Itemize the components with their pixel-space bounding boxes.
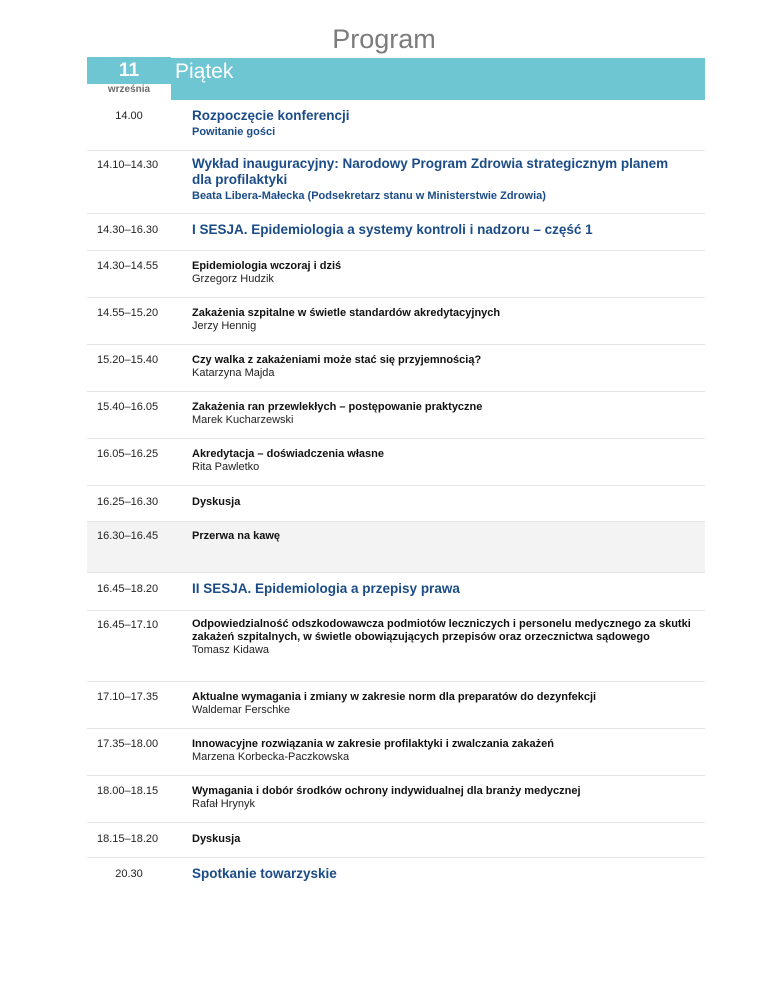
speaker: Tomasz Kidawa	[192, 644, 270, 656]
schedule-row	[87, 392, 705, 439]
day-date	[87, 58, 171, 100]
row-time: 17.10–17.35	[97, 691, 159, 703]
schedule-row-break	[87, 522, 705, 573]
schedule-row	[87, 729, 705, 776]
row-content	[192, 573, 705, 610]
row-time: 16.45–18.20	[97, 583, 159, 595]
talk-title: Akredytacja – doświadczenia własne	[192, 448, 384, 460]
row-heading: Spotkanie towarzyskie	[192, 866, 337, 881]
talk-title: Czy walka z zakażeniami może stać się przyjemnością?	[192, 354, 482, 366]
schedule-row	[87, 345, 705, 392]
row-heading: Wykład inauguracyjny: Narodowy Program Zdrowia strategicznym planem dla profilaktyki	[192, 156, 669, 187]
row-time: 18.15–18.20	[97, 833, 159, 845]
schedule-row	[87, 439, 705, 486]
day-month: września	[107, 84, 151, 95]
row-content	[192, 682, 705, 728]
schedule-row	[87, 100, 705, 151]
talk-title: Odpowiedzialność odszkodowawcza podmiotów leczniczych i personelu medycznego za skutki zakażeń szpitalnych, w świetle obowiązujących przepisów oraz orzecznictwa sądowego	[192, 618, 691, 643]
talk-title: Zakażenia szpitalne w świetle standardów akredytacyjnych	[192, 307, 501, 319]
schedule-row	[87, 611, 705, 682]
speaker: Rafał Hrynyk	[192, 798, 255, 810]
schedule	[87, 100, 705, 894]
schedule-row	[87, 151, 705, 214]
row-time: 14.10–14.30	[97, 159, 159, 171]
talk-title: Dyskusja	[192, 496, 241, 508]
row-content	[192, 729, 705, 775]
row-content	[192, 522, 705, 572]
row-content	[192, 392, 705, 438]
schedule-row	[87, 486, 705, 522]
row-time: 14.00	[115, 110, 143, 122]
talk-title: Zakażenia ran przewlekłych – postępowanie praktyczne	[192, 401, 483, 413]
row-time: 15.20–15.40	[97, 354, 159, 366]
schedule-row	[87, 823, 705, 858]
row-time: 16.25–16.30	[97, 496, 159, 508]
row-heading: II SESJA. Epidemiologia a przepisy prawa	[192, 581, 460, 596]
talk-title: Przerwa na kawę	[192, 530, 281, 542]
row-time: 14.30–16.30	[97, 224, 159, 236]
row-content	[192, 486, 705, 521]
row-time: 18.00–18.15	[97, 785, 159, 797]
schedule-row	[87, 214, 705, 251]
speaker: Rita Pawletko	[192, 461, 260, 473]
row-content	[192, 151, 705, 213]
talk-title: Wymagania i dobór środków ochrony indywidualnej dla branży medycznej	[192, 785, 581, 797]
speaker: Katarzyna Majda	[192, 367, 275, 379]
row-content	[171, 858, 705, 894]
row-heading: Rozpoczęcie konferencji	[192, 108, 350, 123]
talk-title: Innowacyjne rozwiązania w zakresie profilaktyki i zwalczania zakażeń	[192, 738, 554, 750]
row-content	[192, 345, 705, 391]
row-content	[171, 100, 705, 150]
schedule-row	[87, 251, 705, 298]
talk-title: Epidemiologia wczoraj i dziś	[192, 260, 342, 272]
row-content	[192, 251, 705, 297]
schedule-row	[87, 858, 705, 894]
speaker: Marzena Korbecka-Paczkowska	[192, 751, 350, 763]
row-time: 14.55–15.20	[97, 307, 159, 319]
schedule-row	[87, 776, 705, 823]
page-title: Program	[332, 24, 436, 54]
day-header	[87, 58, 705, 100]
speaker: Waldemar Ferschke	[192, 704, 291, 716]
row-time: 17.35–18.00	[97, 738, 159, 750]
row-content	[192, 214, 705, 250]
row-content	[192, 776, 705, 822]
row-content	[192, 611, 705, 681]
row-heading: I SESJA. Epidemiologia a systemy kontroli i nadzoru – część 1	[192, 222, 593, 237]
speaker: Grzegorz Hudzik	[192, 273, 274, 285]
speaker: Marek Kucharzewski	[192, 414, 294, 426]
day-number: 11	[87, 57, 171, 84]
row-time: 14.30–14.55	[97, 260, 159, 272]
schedule-row	[87, 573, 705, 611]
row-time: 16.30–16.45	[97, 530, 159, 542]
row-time: 16.45–17.10	[97, 619, 159, 631]
schedule-row	[87, 682, 705, 729]
row-content	[192, 298, 705, 344]
row-content	[192, 823, 705, 857]
row-content	[192, 439, 705, 485]
row-time: 20.30	[115, 868, 143, 880]
schedule-row	[87, 298, 705, 345]
row-time: 15.40–16.05	[97, 401, 159, 413]
talk-title: Aktualne wymagania i zmiany w zakresie norm dla preparatów do dezynfekcji	[192, 691, 597, 703]
row-time: 16.05–16.25	[97, 448, 159, 460]
row-subheading: Powitanie gości	[192, 126, 276, 138]
talk-title: Dyskusja	[192, 833, 241, 845]
row-subheading: Beata Libera-Małecka (Podsekretarz stanu w Ministerstwie Zdrowia)	[192, 190, 546, 202]
day-name: Piątek	[173, 58, 705, 100]
speaker: Jerzy Hennig	[192, 320, 257, 332]
